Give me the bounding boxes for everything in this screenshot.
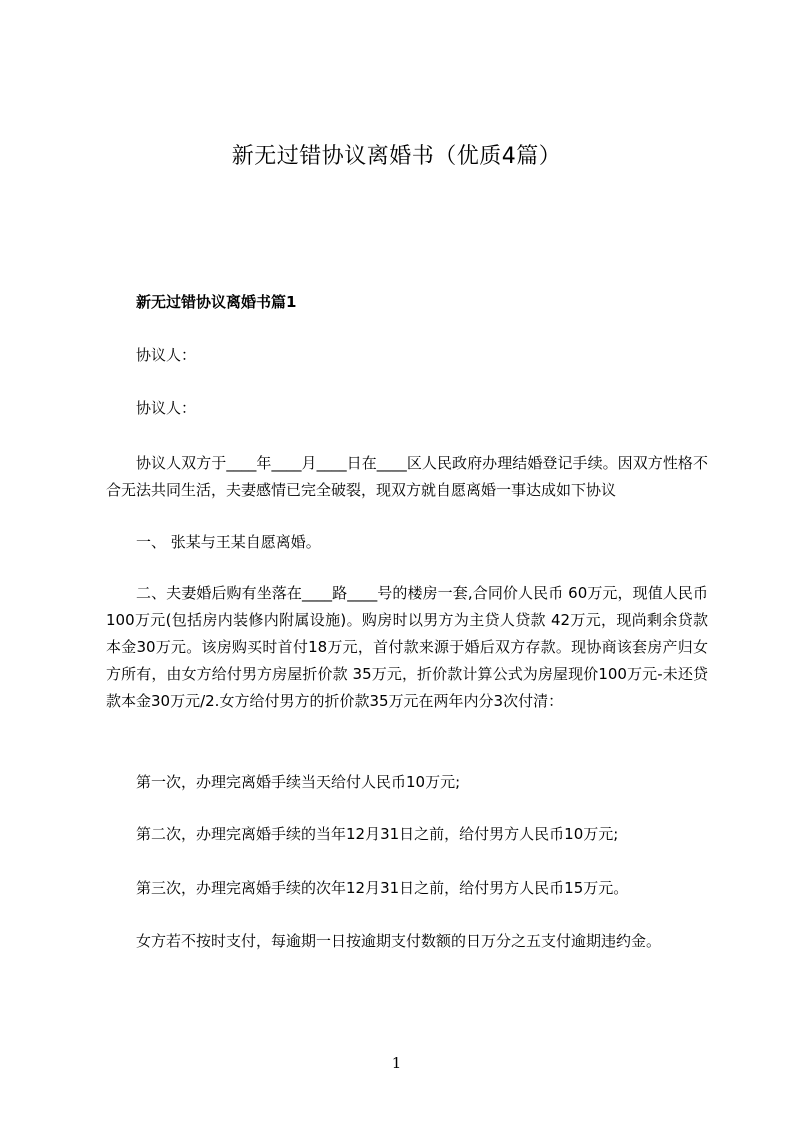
penalty-clause: 女方若不按时支付，每逾期一日按逾期支付数额的日万分之五支付逾期违约金。 bbox=[136, 932, 662, 950]
payment-3: 第三次，办理完离婚手续的次年12月31日之前，给付男方人民币15万元。 bbox=[136, 879, 629, 897]
intro-paragraph: 协议人双方于____年____月____日在____区人民政府办理结婚登记手续。因双方性格不合无法共同生活，夫妻感情已完全破裂，现双方就自愿离婚一事达成如下协议 bbox=[106, 454, 708, 499]
section-heading: 新无过错协议离婚书篇1 bbox=[136, 293, 297, 311]
clause-1: 一、 张某与王某自愿离婚。 bbox=[136, 533, 321, 551]
party-line-1: 协议人： bbox=[136, 346, 197, 364]
page-number: 1 bbox=[391, 1054, 402, 1072]
clause-2-paragraph: 二、夫妻婚后购有坐落在____路____号的楼房一套,合同价人民币 60万元，现值人民币100万元(包括房内装修内附属设施)。购房时以男方为主贷人贷款 42万元，现尚剩余贷款本金30万元。该房购买时首付18万元，首付款来源于婚后双方存款。现协商该套房产归女方所有，由女方给付男方房屋折价款 35万元，折价款计算公式为房屋现价100万元-未还贷款本金30万元/2.女方给付男方的折价款35万元在两年内分3次付清： bbox=[106, 584, 708, 710]
party-line-2: 协议人： bbox=[136, 399, 197, 417]
document-title: 新无过错协议离婚书（优质4篇） bbox=[231, 144, 562, 169]
payment-1: 第一次，办理完离婚手续当天给付人民币10万元; bbox=[136, 773, 461, 791]
payment-2: 第二次，办理完离婚手续的当年12月31日之前，给付男方人民币10万元; bbox=[136, 825, 619, 843]
